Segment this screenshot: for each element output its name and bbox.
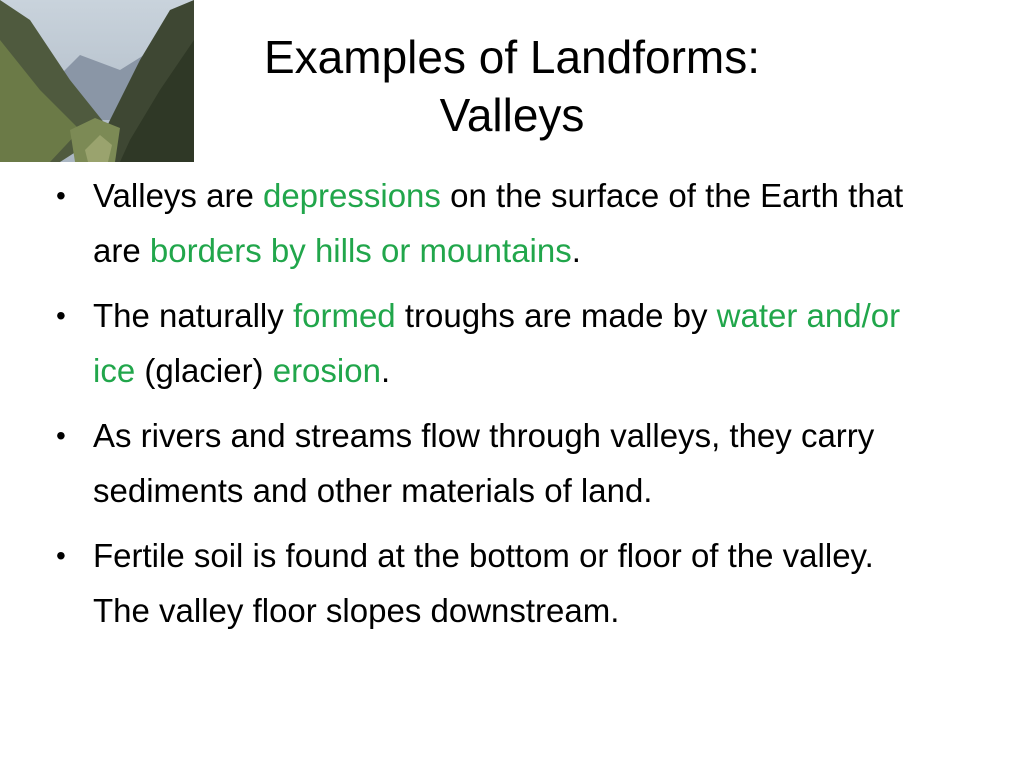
text-segment: The naturally (93, 297, 293, 334)
highlight-segment: depressions (262, 177, 441, 214)
bullet-text (93, 297, 900, 389)
bullet-text (93, 177, 903, 269)
title-line-2: Valleys (439, 89, 585, 141)
bullet-icon: • (56, 420, 66, 451)
bullet-item-rivers (50, 408, 930, 518)
bullet-text (93, 417, 874, 509)
highlight-segment: water and/or ice (93, 297, 901, 389)
highlight-segment: erosion (272, 352, 381, 389)
title-line-1: Examples of Landforms: (263, 31, 760, 83)
highlight-segment: borders by hills or mountains (149, 232, 572, 269)
bullet-text (93, 537, 874, 629)
bullet-item-valleys-definition (50, 168, 930, 278)
bullet-icon: • (56, 540, 66, 571)
slide-title (194, 28, 830, 144)
text-segment: Fertile soil is found at the bottom or floor of the valley. The valley floor slopes downstream. (93, 537, 874, 629)
text-segment: on the surface of the Earth that are (93, 177, 904, 269)
bullet-icon: • (56, 300, 66, 331)
bullet-icon: • (56, 180, 66, 211)
text-segment: . (571, 232, 581, 269)
highlight-segment: formed (292, 297, 396, 334)
text-segment: (glacier) (135, 352, 273, 389)
bullet-list (50, 168, 930, 648)
text-segment: Valleys are (93, 177, 263, 214)
bullet-item-erosion (50, 288, 930, 398)
bullet-item-fertile-soil (50, 528, 930, 638)
text-segment: As rivers and streams flow through valleys, they carry sediments and other materials of land. (93, 417, 875, 509)
valley-photo (0, 0, 194, 162)
text-segment: troughs are made by (395, 297, 717, 334)
valley-photo-image (0, 0, 194, 162)
text-segment: . (380, 352, 391, 389)
